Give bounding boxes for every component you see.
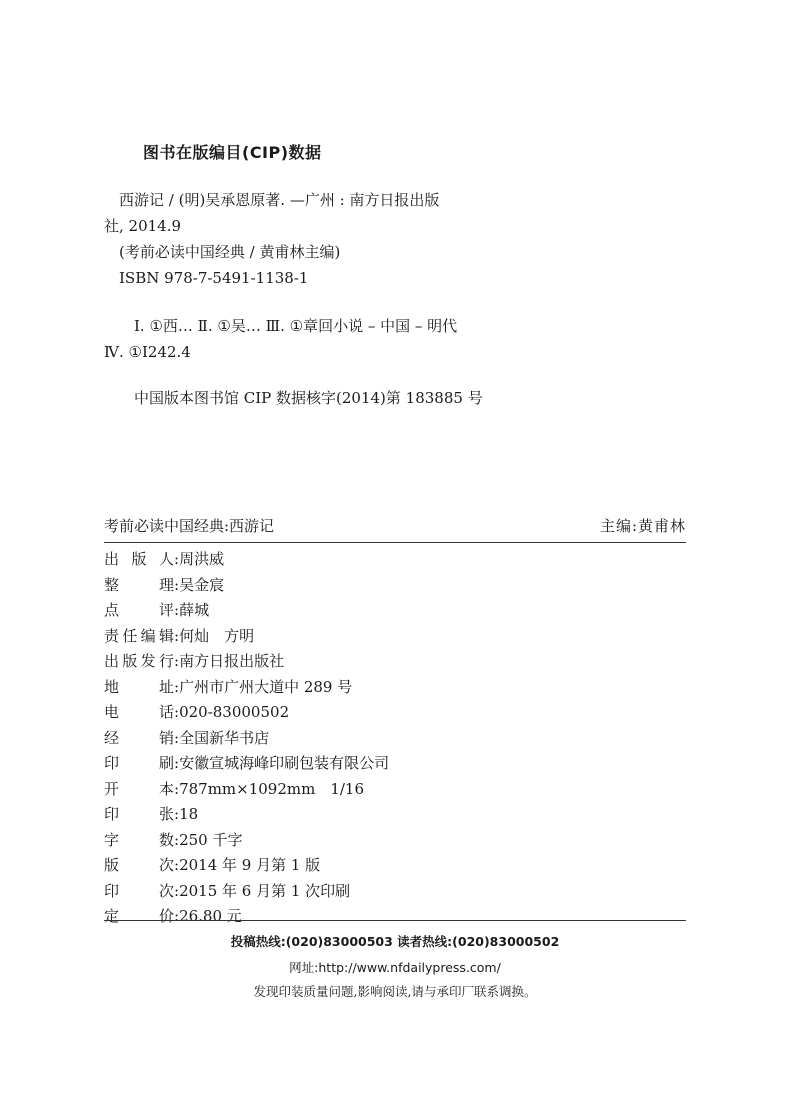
info-label: 出版发行 — [104, 652, 174, 670]
cip-line-title-author: 西游记 / (明)吴承恩原著. —广州 : 南方日报出版 — [119, 191, 440, 209]
cip-line-isbn: ISBN 978-7-5491-1138-1 — [119, 269, 309, 287]
cip-title: 图书在版编目(CIP)数据 — [143, 143, 322, 162]
info-label: 责任编辑 — [104, 626, 174, 645]
info-value: 周洪威 — [179, 550, 225, 568]
info-separator: : — [174, 805, 180, 823]
info-value: 薛城 — [179, 601, 210, 619]
info-label: 定价 — [104, 907, 174, 925]
info-label: 开本 — [104, 779, 174, 798]
series-title: 考前必读中国经典:西游记 — [104, 517, 275, 535]
info-value: 吴金宸 — [179, 575, 225, 594]
info-label: 经销 — [104, 728, 174, 747]
info-row-phone — [104, 700, 686, 726]
info-value: 18 — [179, 805, 199, 823]
info-separator: : — [174, 728, 180, 747]
cip-line-classification: Ⅳ. ①I242.4 — [104, 343, 191, 361]
series-editor: 主编:黄甫林 — [599, 517, 686, 535]
info-row-compiler — [104, 573, 686, 599]
info-label: 地址 — [104, 677, 174, 696]
info-separator: : — [174, 881, 180, 900]
info-row-printing — [104, 879, 686, 905]
info-row-format — [104, 777, 686, 803]
info-row-address — [104, 675, 686, 701]
info-separator: : — [174, 677, 180, 696]
info-label: 整理 — [104, 575, 174, 594]
info-label: 电话 — [104, 703, 174, 721]
divider-bottom — [104, 920, 686, 921]
info-label: 印刷 — [104, 754, 174, 772]
info-row-publisher-person — [104, 547, 686, 573]
series-header — [104, 515, 686, 539]
info-row-retailer — [104, 726, 686, 752]
footer-website: 网址:http://www.nfdailypress.com/ — [289, 960, 501, 975]
info-value: 何灿 方明 — [179, 626, 255, 645]
info-separator: : — [174, 601, 180, 619]
footer-hotline: 投稿热线:(020)83000503 读者热线:(020)83000502 — [230, 934, 560, 949]
info-separator: : — [174, 652, 180, 670]
info-separator: : — [174, 779, 180, 798]
info-label: 出版人 — [104, 550, 174, 568]
info-value: 全国新华书店 — [179, 728, 270, 747]
info-row-sheets — [104, 802, 686, 828]
info-value: 广州市广州大道中 289 号 — [179, 677, 353, 696]
info-value: 2015 年 6 月第 1 次印刷 — [179, 881, 351, 900]
info-value: 787mm×1092mm 1/16 — [179, 779, 365, 798]
cip-line-publisher-date: 社, 2014.9 — [104, 217, 182, 235]
info-separator: : — [174, 830, 180, 849]
info-row-commentator — [104, 598, 686, 624]
info-value: 安徽宣城海峰印刷包装有限公司 — [179, 754, 390, 772]
info-row-edition — [104, 853, 686, 879]
info-row-distribution — [104, 649, 686, 675]
info-value: 250 千字 — [179, 830, 243, 849]
info-value: 南方日报出版社 — [179, 652, 285, 670]
info-separator: : — [174, 907, 180, 925]
info-label: 版次 — [104, 856, 174, 874]
info-separator: : — [174, 856, 180, 874]
info-label: 字数 — [104, 830, 174, 849]
cip-line-record-number: 中国版本图书馆 CIP 数据核字(2014)第 183885 号 — [134, 389, 483, 407]
info-separator: : — [174, 550, 180, 568]
divider-top — [104, 542, 686, 543]
info-label: 点评 — [104, 601, 174, 619]
info-separator: : — [174, 575, 180, 594]
cip-line-subjects: Ⅰ. ①西… Ⅱ. ①吴… Ⅲ. ①章回小说 – 中国 – 明代 — [134, 317, 458, 335]
info-separator: : — [174, 703, 180, 721]
info-value: 020-83000502 — [179, 703, 290, 721]
info-row-printer — [104, 751, 686, 777]
info-row-price — [104, 904, 686, 930]
info-value: 2014 年 9 月第 1 版 — [179, 856, 321, 874]
publication-info-list — [104, 547, 686, 930]
info-label: 印次 — [104, 881, 174, 900]
info-separator: : — [174, 626, 180, 645]
info-row-word-count — [104, 828, 686, 854]
info-row-editors — [104, 624, 686, 650]
footer-notice: 发现印装质量问题,影响阅读,请与承印厂联系调换。 — [253, 984, 537, 999]
info-separator: : — [174, 754, 180, 772]
info-label: 印张 — [104, 805, 174, 823]
info-value: 26.80 元 — [179, 907, 242, 925]
cip-line-series: (考前必读中国经典 / 黄甫林主编) — [119, 243, 341, 261]
